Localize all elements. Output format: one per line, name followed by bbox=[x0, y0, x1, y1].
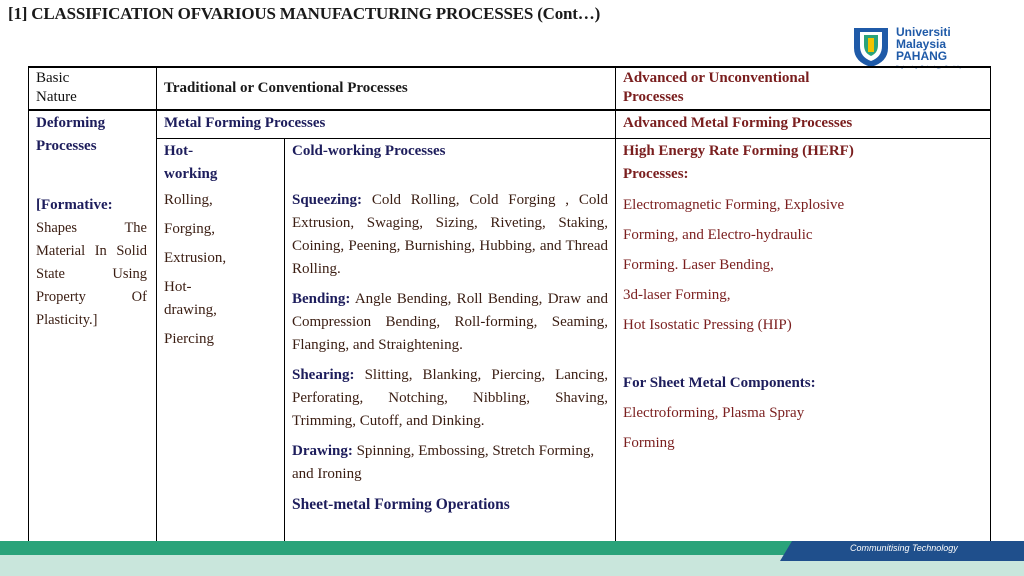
sheet-components-line: Electroforming, Plasma Spray bbox=[623, 405, 805, 421]
shield-logo-icon bbox=[852, 26, 890, 68]
metal-forming-heading: Metal Forming Processes bbox=[164, 115, 326, 131]
shearing-group bbox=[292, 364, 608, 433]
herf-list bbox=[623, 190, 983, 340]
sheet-components-line: Forming bbox=[623, 435, 675, 451]
footer-bar bbox=[0, 541, 1024, 576]
shearing-text: Slitting, Blanking, Piercing, Lancing, Perforating, Notching, Nibbling, Shaving, Trimming, Cutoff, and Dinking. bbox=[292, 367, 609, 429]
logo-line-2: Malaysia bbox=[896, 37, 947, 51]
sheet-components-title: For Sheet Metal Components: bbox=[623, 375, 816, 391]
drawing-label: Drawing: bbox=[292, 443, 353, 459]
table-border-left bbox=[28, 66, 29, 553]
cold-working-groups bbox=[292, 189, 608, 523]
squeezing-group bbox=[292, 189, 608, 281]
bending-group bbox=[292, 288, 608, 357]
sheet-metal-operations: Sheet-metal Forming Operations bbox=[292, 496, 510, 513]
logo-line-1: Universiti bbox=[896, 25, 951, 39]
hot-working-item: Forging, bbox=[164, 221, 215, 237]
deforming-processes-title: Deforming Processes bbox=[36, 115, 106, 154]
column-divider-2 bbox=[284, 138, 285, 553]
sheet-components-list bbox=[623, 398, 983, 458]
header-advanced: Advanced or Unconventional Processes bbox=[623, 70, 810, 105]
herf-line: Forming, and Electro-hydraulic bbox=[623, 227, 813, 243]
shearing-label: Shearing: bbox=[292, 367, 355, 383]
hot-working-list bbox=[164, 189, 274, 351]
table-border-right bbox=[990, 66, 991, 553]
drawing-text: Spinning, Embossing, Stretch Forming, and Ironing bbox=[292, 443, 595, 482]
formative-label: [Formative: bbox=[36, 197, 113, 213]
advanced-metal-forming-heading: Advanced Metal Forming Processes bbox=[623, 115, 853, 131]
herf-line: Forming. Laser Bending, bbox=[623, 257, 774, 273]
herf-line: 3d-laser Forming, bbox=[623, 287, 731, 303]
university-logo bbox=[852, 26, 982, 70]
header-traditional: Traditional or Conventional Processes bbox=[164, 80, 408, 96]
table-border-top bbox=[28, 66, 991, 68]
logo-line-3: PAHANG bbox=[896, 49, 948, 63]
hot-working-item: Rolling, bbox=[164, 192, 213, 208]
column-divider-3 bbox=[615, 66, 616, 553]
header-basic-nature: Basic Nature bbox=[36, 70, 77, 105]
hot-working-title: Hot-working bbox=[164, 143, 218, 182]
bending-label: Bending: bbox=[292, 291, 351, 307]
herf-line: Electromagnetic Forming, Explosive bbox=[623, 197, 845, 213]
bending-text: Angle Bending, Roll Bending, Draw and Compression Bending, Roll-forming, Seaming, Flanging, and Straightening. bbox=[292, 291, 608, 353]
footer-tagline: Communitising Technology bbox=[850, 543, 958, 553]
hot-working-item: Extrusion, bbox=[164, 250, 227, 266]
table-subheader-divider bbox=[156, 138, 991, 139]
column-divider-1 bbox=[156, 66, 157, 553]
drawing-group bbox=[292, 440, 608, 486]
hot-working-item: Hot-drawing, bbox=[164, 279, 217, 318]
squeezing-text: Cold Rolling, Cold Forging , Cold Extrusion, Swaging, Sizing, Riveting, Staking, Coining, Peening, Burnishing, Hubbing, and Thread Rolling. bbox=[292, 192, 609, 277]
squeezing-label: Squeezing: bbox=[292, 192, 363, 208]
herf-line: Hot Isostatic Pressing (HIP) bbox=[623, 317, 792, 333]
cold-working-title: Cold-working Processes bbox=[292, 143, 446, 159]
table-header-divider bbox=[28, 109, 991, 111]
slide-title: [1] CLASSIFICATION OFVARIOUS MANUFACTURING PROCESSES (Cont…) bbox=[8, 4, 601, 23]
formative-description: Shapes The Material In Solid State Using Property Of Plasticity.] bbox=[36, 220, 147, 328]
herf-title: High Energy Rate Forming (HERF) Processes: bbox=[623, 143, 854, 182]
hot-working-item: Piercing bbox=[164, 331, 214, 347]
